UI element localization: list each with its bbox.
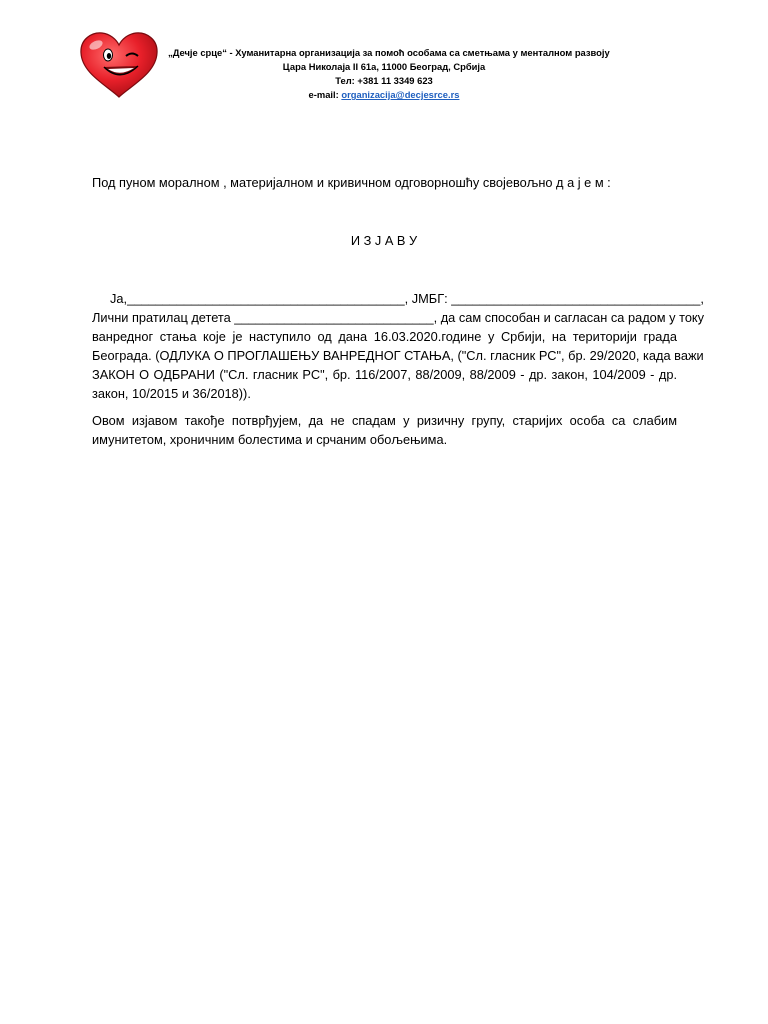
- email-link[interactable]: organizacija@decjesrce.rs: [341, 89, 460, 100]
- organization-address: Цара Николаја II 61а, 11000 Београд, Србија: [282, 61, 486, 72]
- declaration-intro: Под пуном моралном , материјалном и кривичном одговорношћу својевољно д а ј е м :: [92, 175, 611, 190]
- paragraph-line: ЗАКОН О ОДБРАНИ ("Сл. гласник РС", бр. 116/2007, 88/2009, 88/2009 - др. закон, 104/2009 - др.: [92, 367, 677, 382]
- organization-phone: Тел: +381 11 3349 623: [335, 75, 433, 86]
- paragraph-line: закон, 10/2015 и 36/2018)).: [92, 386, 251, 401]
- document-title: И З Ј А В У: [350, 233, 418, 248]
- paragraph-line: Ја,_______________________________________, ЈМБГ: ___________________________________,: [110, 291, 704, 306]
- letterhead: [168, 46, 610, 102]
- paragraph-line: имунитетом, хроничним болестима и срчаним обољењима.: [92, 432, 448, 447]
- declaration-paragraph-1: [92, 289, 705, 403]
- organization-name: „Дечје срце“ - Хуманитарна организација за помоћ особама са сметњама у менталном развоју: [168, 47, 610, 58]
- paragraph-line: Лични пратилац детета ____________________________, да сам способан и сагласан са радом у току: [92, 310, 705, 325]
- paragraph-line: ванредног стања које је наступило од дана 16.03.2020.године у Србији, на територији града: [92, 329, 677, 344]
- organization-email-line: [168, 88, 600, 102]
- email-label: e-mail:: [308, 89, 342, 100]
- paragraph-line: Овом изјавом такође потврђујем, да не спадам у ризичну групу, старијих особа са слабим: [92, 413, 677, 428]
- winking-heart-icon: [78, 31, 160, 99]
- paragraph-line: Београда. (ОДЛУКА О ПРОГЛАШЕЊУ ВАНРЕДНОГ СТАЊА, ("Сл. гласник РС", бр. 29/2020, када важи: [92, 348, 704, 363]
- declaration-paragraph-2: [92, 411, 677, 449]
